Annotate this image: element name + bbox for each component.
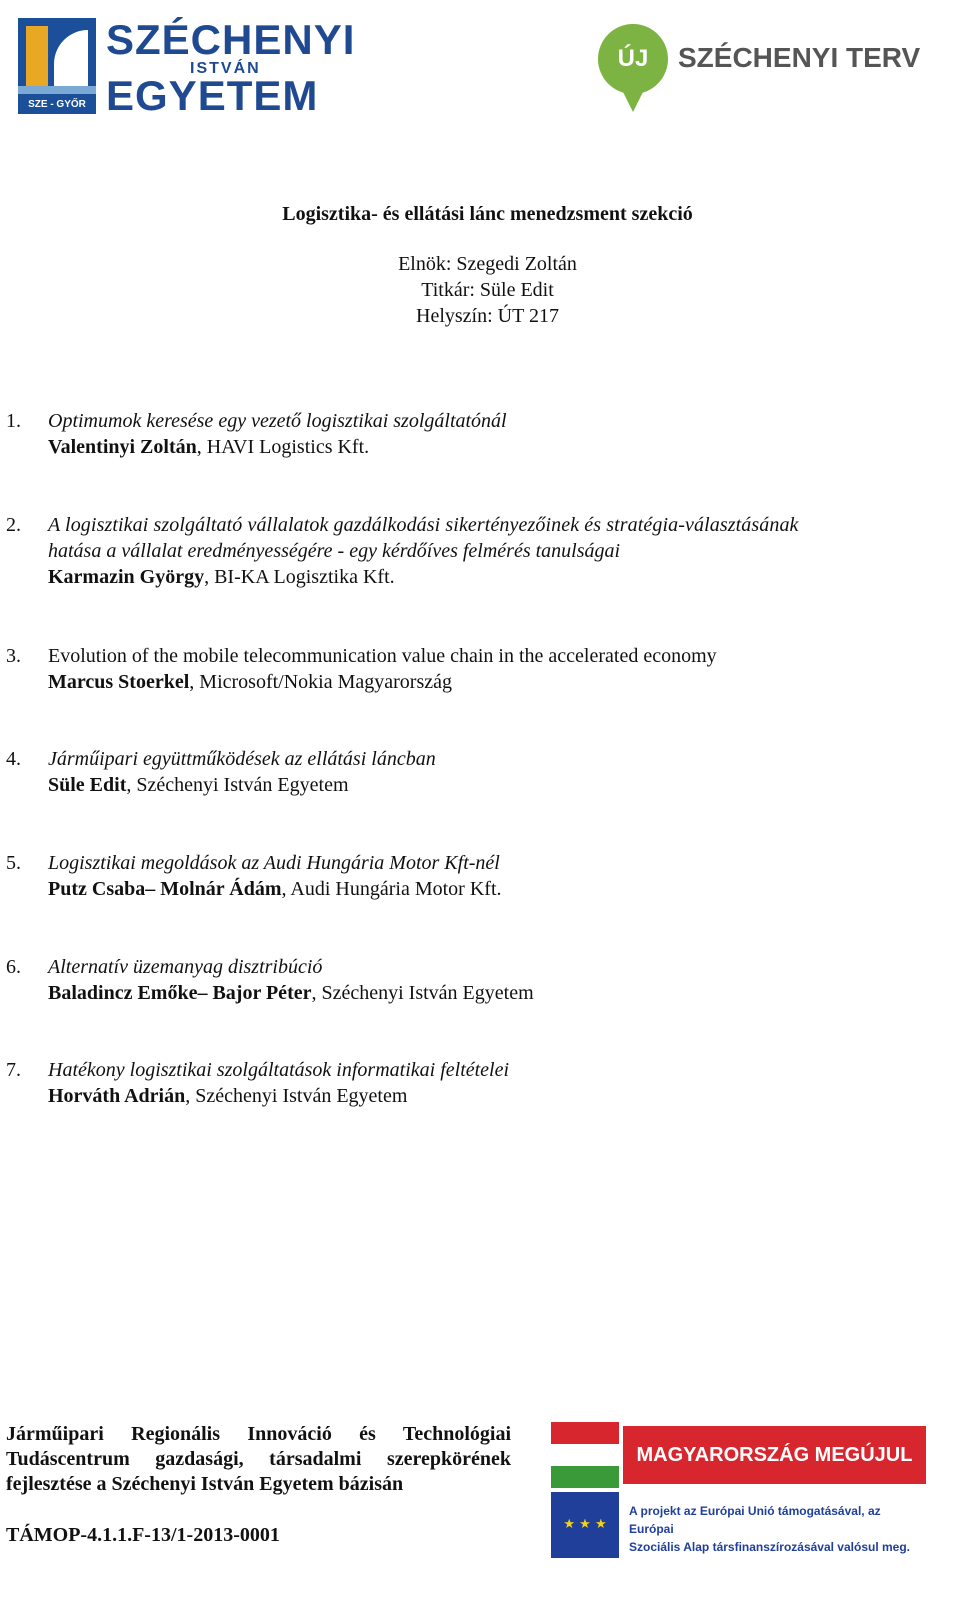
item-number: 6. <box>6 956 21 978</box>
uj-logo-text: SZÉCHENYI TERV <box>678 42 921 73</box>
footer-line1: Járműipari Regionális Innováció és Technológiai <box>6 1423 511 1445</box>
item-number: 7. <box>6 1059 21 1081</box>
speaker-name: Karmazin György <box>48 566 205 588</box>
footer-project-title <box>6 1422 511 1497</box>
uj-badge: ÚJ <box>598 24 668 94</box>
speaker-affiliation: , Audi Hungária Motor Kft. <box>281 878 502 900</box>
speaker-name: Putz Csaba– Molnár Ádám <box>48 878 282 900</box>
sze-wordmark <box>106 16 356 119</box>
sze-logo <box>18 18 358 118</box>
footer-line2: Tudáscentrum gazdasági, társadalmi szerepkörének <box>6 1448 511 1470</box>
list-item <box>6 954 941 1006</box>
speaker-affiliation: , Széchenyi István Egyetem <box>185 1085 408 1107</box>
list-item <box>6 1057 941 1109</box>
sze-wordmark-line1: SZÉCHENYI <box>106 16 356 63</box>
item-number: 3. <box>6 645 21 667</box>
secretary-line: Titkár: Süle Edit <box>421 279 554 301</box>
speaker-name: Horváth Adrián <box>48 1085 186 1107</box>
list-item <box>6 746 941 798</box>
item-number: 4. <box>6 748 21 770</box>
eu-funding-logo <box>551 1422 926 1558</box>
talk-title: Hatékony logisztikai szolgáltatások informatikai feltételei <box>48 1059 510 1081</box>
talk-title: Optimumok keresése egy vezető logisztikai szolgáltatónál <box>48 410 507 432</box>
talk-title: Alternatív üzemanyag disztribúció <box>48 956 323 978</box>
sze-wordmark-line2: ISTVÁN <box>190 60 261 77</box>
talk-title-line2: hatása a vállalat eredményességére - egy kérdőíves felmérés tanulságai <box>48 540 621 562</box>
list-item <box>6 408 941 460</box>
project-code: TÁMOP-4.1.1.F-13/1-2013-0001 <box>6 1524 280 1546</box>
eu-flag-icon: ★ ★ ★ <box>551 1492 619 1558</box>
speaker-affiliation: , Microsoft/Nokia Magyarország <box>189 671 452 693</box>
talk-title: Járműipari együttműködések az ellátási láncban <box>48 748 436 770</box>
sze-city-label: SZE - GYŐR <box>18 96 96 114</box>
chair-line: Elnök: Szegedi Zoltán <box>398 253 577 275</box>
magyarorszag-megujul-banner: MAGYARORSZÁG MEGÚJUL <box>623 1426 926 1484</box>
footer-line3: fejlesztése a Széchenyi István Egyetem bázisán <box>6 1473 404 1495</box>
eu-note-line1: A projekt az Európai Unió támogatásával, az Európai <box>629 1504 881 1536</box>
speaker-name: Valentinyi Zoltán <box>48 436 197 458</box>
speaker-affiliation: , HAVI Logistics Kft. <box>196 436 370 458</box>
section-title: Logisztika- és ellátási lánc menedzsment szekció <box>282 203 693 225</box>
talk-title: Evolution of the mobile telecommunication value chain in the accelerated economy <box>48 645 717 667</box>
talk-title: Logisztikai megoldások az Audi Hungária Motor Kft-nél <box>48 852 500 874</box>
speaker-affiliation: , BI-KA Logisztika Kft. <box>204 566 395 588</box>
hungarian-flag-icon <box>551 1422 619 1488</box>
list-item <box>6 643 941 695</box>
item-number: 5. <box>6 852 21 874</box>
eu-note-line2: Szociális Alap társfinanszírozásával valósul meg. <box>629 1540 910 1554</box>
list-item <box>6 850 941 902</box>
sze-emblem-icon <box>18 18 96 114</box>
item-number: 2. <box>6 514 21 536</box>
uj-szechenyi-terv-logo <box>598 24 928 124</box>
talk-title-line1: A logisztikai szolgáltató vállalatok gazdálkodási sikertényezőinek és stratégia-választásának <box>48 514 799 536</box>
speaker-name: Baladincz Emőke– Bajor Péter <box>48 982 312 1004</box>
speaker-name: Marcus Stoerkel <box>48 671 190 693</box>
speaker-affiliation: , Széchenyi István Egyetem <box>126 774 349 796</box>
list-item <box>6 512 941 590</box>
item-number: 1. <box>6 410 21 432</box>
location-line: Helyszín: ÚT 217 <box>416 305 559 327</box>
eu-funding-note <box>629 1502 926 1556</box>
speaker-affiliation: , Széchenyi István Egyetem <box>311 982 534 1004</box>
speaker-name: Süle Edit <box>48 774 127 796</box>
sze-wordmark-line3: EGYETEM <box>106 72 319 119</box>
